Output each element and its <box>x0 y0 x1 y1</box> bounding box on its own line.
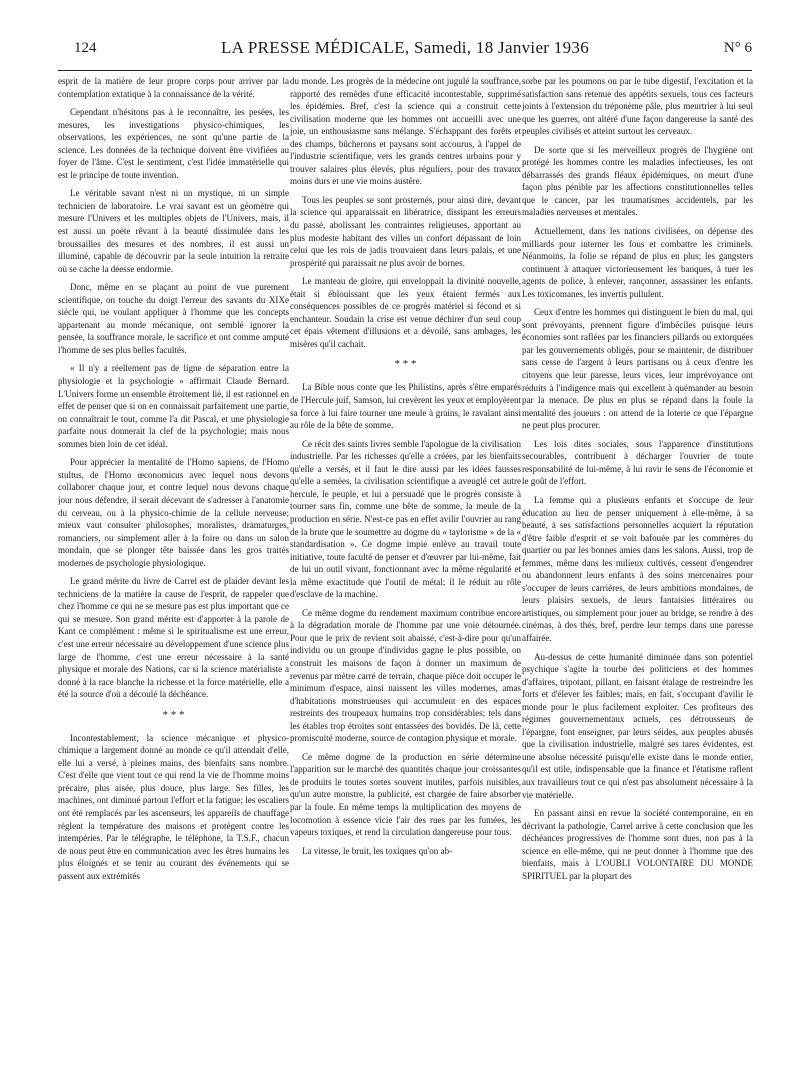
paragraph: Ce récit des saints livres semble l'apologue de la civilisation industrielle. Par les richesses qu'elle a créées, par les bienfaits qu'elle a versés, et il faut le dire aussi par les idées fausses qu'elle a semées, la civilisation scientifique a aveuglé cet autre hercule, le peuple, et lui a persuadé que le progrès consiste à tourner sans fin, comme une bête de somme, la meule de la production en série. N'est-ce pas en effet avilir l'ouvrier au rang de la brute que le soumettre au dogme du « taylorisme » de la « standardisation ». Ce dogme impie enlève au travail toute initiative, toute faculté de penser et d'œuvrer par lui-même, fait de lui un outil vivant, fonctionnant avec la même régularité et la même exactitude que l'outil de métal; il le réduit au rôle d'esclave de la machine. <box>290 438 521 600</box>
paragraph: La Bible nous conte que les Philistins, après s'être emparés de l'Hercule juif, Samson, lui crevèrent les yeux et employèrent sa force à lui faire tourner une meule à grains, le ravalant ainsi au rôle de la bête de somme. <box>290 382 521 431</box>
paragraph: Les lois dites sociales, sous l'apparence d'institutions secourables, contribuent à décharger l'ouvrier de toute responsabilité de lui-même, à lui ravir le sens de l'économie et le goût de l'effort. <box>522 438 753 487</box>
paragraph: « Il n'y a réellement pas de ligne de séparation entre la physiologie et la psychologie » affirmait Claude Bernard. L'Univers forme un ensemble étroitement lié, il est rationnel en effet de penser que si on en connaissait parfaitement une partie, on connaîtrait le tout, comme l'a dit Pascal, et une physiologie parfaite nous donnerait la clef de la psychologie; mais nous sommes bien loin de cet idéal. <box>58 363 289 449</box>
paragraph: La vitesse, le bruit, les toxiques qu'on ab- <box>302 845 453 856</box>
column-1 <box>58 75 289 1075</box>
issue-number: N° 6 <box>723 40 752 56</box>
paragraph: Actuellement, dans les nations civilisées, on dépense des milliards pour interner les fous et combattre les criminels. Néanmoins, la folie se répand de plus en plus; les gangsters continuent à attaquer victorieusement les banques, à tuer les agents de police, à enlever, rançonner, assassiner les enfants. Les toxicomanes, les invertis pullulent. <box>522 226 753 299</box>
paragraph: Le véritable savant n'est ni un mystique, ni un simple technicien de laboratoire. Le vrai savant est un géomètre qui mesure l'Univers et les multiples objets de l'Univers, mais, il est aussi un poète rêvant à la beauté dissimulée dans les broussailles des mesures et des nombres, il est aussi un illuminé, capable de découvrir par la seule intuition la retraite où se cache la déesse endormie. <box>58 188 289 274</box>
page-number: 124 <box>74 40 97 56</box>
section-ornament: * * * <box>162 708 185 721</box>
paragraph: sorbe par les poumons ou par le tube digestif, l'excitation et la satisfaction sans retenue des appétits sexuels, tous ces facteurs joints à l'extension du tréponème pâle, plus meurtrier à lui seul que les guerres, ont altéré d'une façon dangereuse la santé des peuples civilisés et atteint surtout les cerveaux. <box>522 76 753 137</box>
paragraph: Pour apprécier la mentalité de l'Homo sapiens, de l'Homo stultus, de l'Homo œconomicus avec lequel nous devons collaborer chaque jour, et contre lequel nous devons chaque jour nous défendre, il serait décevant de s'adresser à l'anatomie du cerveau, ou à la physico-chimie de la cellule nerveuse; mieux vaut consulter philosophes, moralistes, dramaturges, romanciers, ou simplement aller à la foire ou dans un salon mondain, que se plonger tête baissée dans les gros traités modernes de psychologie physiologique. <box>58 457 289 568</box>
column-3 <box>522 75 753 1075</box>
paragraph: du monde. Les progrès de la médecine ont jugulé la souffrance, rapporté des remèdes d'une efficacité incontestable, supprimé les épidémies. Bref, c'est la science qui a construit cette civilisation moderne que les hommes ont accueilli avec une joie, un enthousiasme sans mélange. S'échappant des forêts et des champs, bûcherons et paysans sont accourus, à l'appel de l'industrie scientifique, vers les grands centres urbains pour y trouver salaires plus élevés, plus réguliers, pour des travaux moins durs et une vie moins austère. <box>290 76 521 187</box>
paragraph: Ceux d'entre les hommes qui distinguent le bien du mal, qui sont prévoyants, prennent figure d'imbéciles puisque leurs économies sont raflées par les financiers pillards ou extorquées par les gouvernements obligés, pour se maintenir, de distribuer sans cesse de l'argent à leurs partisans ou à ceux d'entre les citoyens que leur paresse, leurs vices, leur imprévoyance ont réduits à l'indigence mais qui excellent à quémander au besoin par la menace. De plus en plus se répand dans la foule la mentalité des joueurs : on attend de la loterie ce que l'épargne ne peut plus procurer. <box>522 307 753 431</box>
header-rule <box>58 70 752 71</box>
paragraph: Tous les peuples se sont prosternés, pour ainsi dire, devant la science qui apparaissait en libératrice, dissipant les erreurs du passé, abolissant les contraintes religieuses, apportant au plus modeste habitant des villes un confort dépassant de loin celui que les rois de jadis trouvaient dans leurs palais, et une prospérité qui paraissait ne plus avoir de bornes. <box>290 194 521 268</box>
column-2 <box>290 75 521 1075</box>
paragraph: La femme qui a plusieurs enfants et s'occupe de leur éducation au lieu de penser uniquement à elle-même, à sa beauté, à ses satisfactions personnelles acquiert la réputation d'être faible d'esprit et se voit bafouée par les commères du quartier ou par les bonnes amies dans les salons. Aussi, trop de femmes, même dans les milieux cultivés, cessent d'engendrer ou abandonnent leurs enfants à des soins mercenaires pour s'occuper de leurs carrières, de leurs ambitions mondaines, de leurs plaisirs sexuels, de leurs fantaisies littéraires ou artistiques, ou simplement pour jouer au bridge, se rendre à des cinémas, à des thés, bref, perdre leur temps dans une paresse affairée. <box>522 494 753 643</box>
paragraph: De sorte que si les merveilleux progrès de l'hygiène ont protégé les hommes contre les maladies infectieuses, les ont débarrassés des grands fléaux épidémiques, on meurt d'une façon plus pénible par les affections constitutionnelles telles que le cancer, par les traumatismes accidentels, par les maladies nerveuses et mentales. <box>522 144 753 218</box>
paragraph: Au-dessus de cette humanité diminuée dans son potentiel psychique s'agite la tourbe des politiciens et des hommes d'affaires, tripotant, pillant, en faisant étalage de restreindre les forts et d'élever les faibles; mais, en fait, s'occupant d'avilir le monde pour le plus facilement exploiter. Ces profiteurs des régimes gouvernementaux actuels, ces détrousseurs de l'épargne, font enseigner, par leurs séides, aux peuples abusés que la civilisation industrielle, malgré ses tares évidentes, est une absolue nécessité puisqu'elle existe dans le monde entier, qu'il est utile, indispensable que la finance et l'étatisme raflent aux travailleurs tout ce qui n'est pas absolument nécessaire à la vie matérielle. <box>522 651 753 800</box>
page-header <box>58 14 752 64</box>
paragraph: Incontestablement, la science mécanique et physico-chimique a largement donné au monde ce qu'il attendait d'elle, elle lui a versé, à pleines mains, des bienfaits sans nombre. C'est d'elle que vient tout ce qui rend la vie de l'homme moins précaire, plus aisée, plus douce, plus large. Ses filles, les machines, ont diminué partout l'effort et la fatigue; les escaliers ont été remplacés par les ascenseurs, les appareils de chauffage règlent la température des maisons et protègent contre les intempéries. Par le télégraphe, le téléphone, la T.S.F., chacun de nous peut être en communication avec les êtres humains les plus éloignés et se tenir au courant des événements qui se passent aux extrémités <box>58 732 289 881</box>
paragraph: Ce même dogme de la production en série détermine l'apparition sur le marché des quantités chaque jour croissantes de produits le toutes sortes souvent inutiles, parfois nuisibles, qu'un autre monstre, la publicité, est chargée de faire absorber par la foule. En même temps la multiplication des moyens de locomotion à essence vicie l'air des rues par les fumées, les vapeurs toxiques, et rend la circulation dangereuse pour tous. <box>290 751 521 838</box>
paragraph: En passant ainsi en revue la société contemporaine, en en décrivant la pathologie, Carrel arrive à cette conclusion que les déchéances progressives de l'homme sont dues, non pas à la science en elle-même, qui ne peut donner à l'homme que des bienfaits, mais à L'OUBLI VOLONTAIRE DU MONDE SPIRITUEL par la plupart des <box>522 808 753 881</box>
paragraph: Le manteau de gloire, qui enveloppait la divinité nouvelle, était si éblouissant que les yeux étaient fermés aux conséquences possibles de ce progrès matériel si fécond et si enchanteur. Soudain la crise est venue déchirer d'un seul coup cet épais vêtement d'illusions et a dévoilé, sans ambages, les misères qu'il cachait. <box>290 276 521 349</box>
paragraph: Donc, même en se plaçant au point de vue purement scientifique, on touche du doigt l'erreur des savants du XIXe siècle qui, ne voulant appliquer à l'homme que les concepts appartenant au monde mécanique, ont semblé ignorer la pensée, la souffrance morale, le sacrifice et ont comme amputé l'homme de ses plus belles facultés. <box>58 282 289 355</box>
journal-title: LA PRESSE MÉDICALE, Samedi, 18 Janvier 1936 <box>221 38 589 57</box>
paragraph: esprit de la matière de leur propre corps pour arriver par la contemplation extatique à la connaissance de la vérité. <box>58 76 289 99</box>
paragraph: Ce même dogme du rendement maximum contribue encore à la dégradation morale de l'homme par une voie détournée. Pour que le prix de revient soit abaissé, c'est-à-dire pour qu'un individu ou un groupe d'individus gagne le plus possible, on construit les maisons de façon à donner un maximum de revenus par mètre carré de terrain, chaque pièce doit occuper le minimum d'espace, ainsi naissent les villes modernes, amas d'habitations monstrueuses qui accumulent en des espaces restreints des troupeaux humains trop considérables; tels dans les étables trop étroites sont entassées des bovidés. De là, cette promiscuité moderne, source de contagion physique et morale. <box>290 607 521 744</box>
paragraph: Cependant n'hésitons pas à le reconnaître, les pesées, les mesures, les investigations physico-chimiques, les observations, les expériences, ne sont qu'une partie de la science. Les données de la technique doivent être vivifiées au foyer de l'âme. C'est le sentiment, c'est l'idée immatérielle qui est le principe de toute invention. <box>58 107 289 180</box>
section-ornament: * * * <box>394 358 417 371</box>
paragraph: Le grand mérite du livre de Carrel est de plaider devant les techniciens de la matière la cause de l'esprit, de rappeler que chez l'homme ce qui ne se mesure pas est plus important que ce qui se mesure. Son grand mérite est d'apporter à la parole de Kant ce complément : même si le spiritualisme est une erreur, c'est une erreur nécessaire au développement d'une science plus large de l'homme, c'est une erreur nécessaire à la santé physique et morale des Nations, car si la science matérialiste a donné à la race blanche la richesse et la force matérielle, elle a été la source d'où a découlé la déchéance. <box>58 576 289 700</box>
